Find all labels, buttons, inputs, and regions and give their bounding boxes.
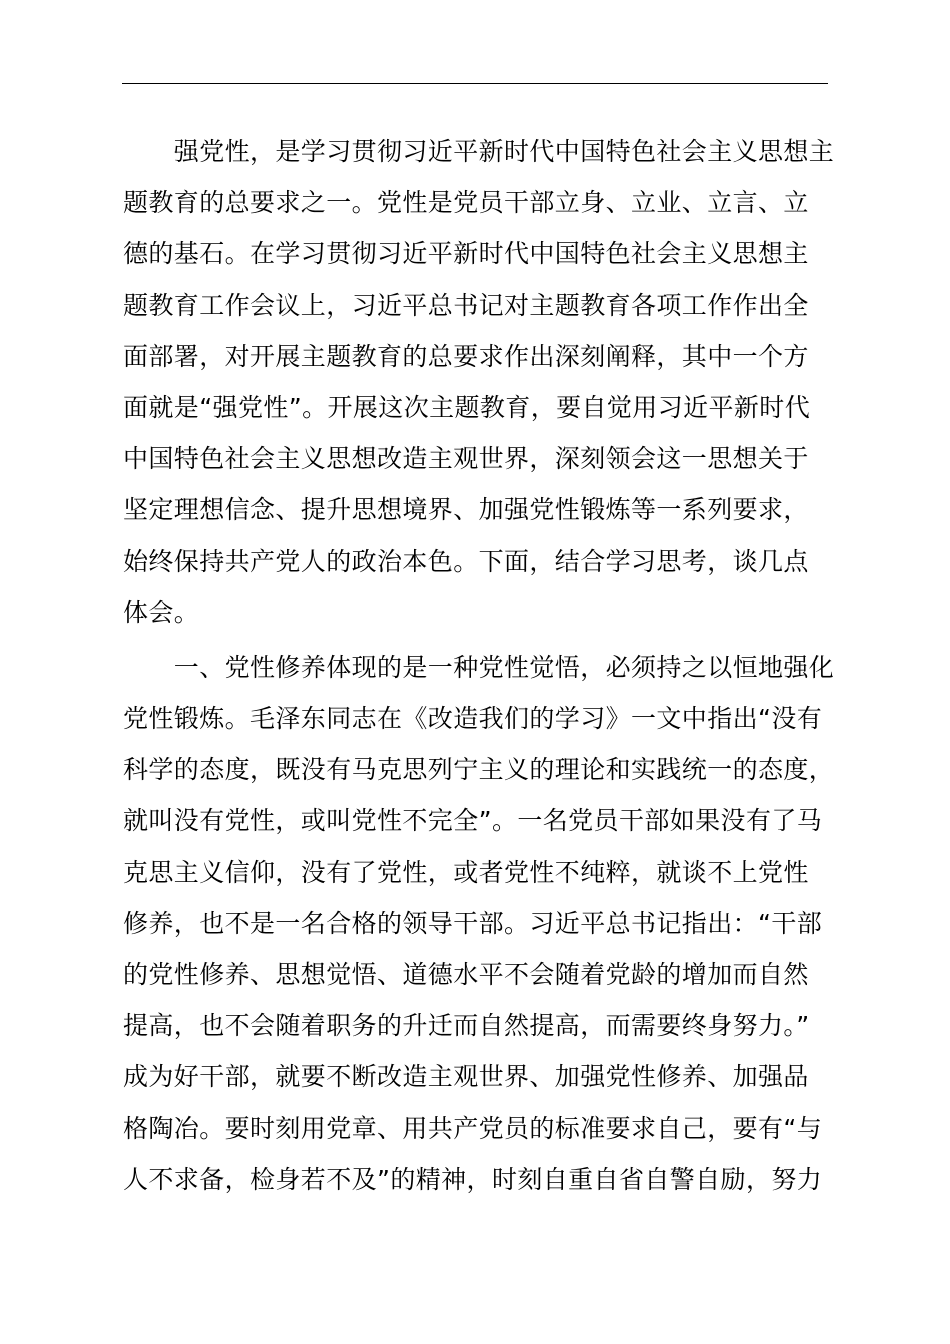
text-line: 始终保持共产党人的政治本色。下面，结合学习思考，谈几点 (123, 546, 809, 576)
text-line: 科学的态度，既没有马克思列宁主义的理论和实践统一的态度， (123, 755, 835, 785)
paragraph-2 (123, 642, 835, 1205)
text-line: 德的基石。在学习贯彻习近平新时代中国特色社会主义思想主 (123, 239, 809, 269)
text-line: 成为好干部，就要不断改造主观世界、加强党性修养、加强品 (123, 1062, 809, 1092)
text-line: 就叫没有党性，或叫党性不完全”。一名党员干部如果没有了马 (123, 806, 823, 836)
text-line: 人不求备，检身若不及”的精神，时刻自重自省自警自励，努力 (123, 1164, 823, 1194)
text-line: 克思主义信仰，没有了党性，或者党性不纯粹，就谈不上党性 (123, 857, 809, 887)
text-line: 一、党性修养体现的是一种党性觉悟，必须持之以恒地强化 (123, 652, 835, 682)
text-line: 题教育的总要求之一。党性是党员干部立身、立业、立言、立 (123, 188, 809, 218)
text-line: 面就是“强党性”。开展这次主题教育，要自觉用习近平新时代 (123, 392, 811, 422)
text-line: 党性锻炼。毛泽东同志在《改造我们的学习》一文中指出“没有 (123, 704, 823, 734)
text-line: 中国特色社会主义思想改造主观世界，深刻领会这一思想关于 (123, 444, 809, 474)
body-text (123, 126, 835, 1205)
header-rule (122, 83, 828, 84)
text-line: 强党性，是学习贯彻习近平新时代中国特色社会主义思想主 (123, 137, 835, 166)
text-line: 坚定理想信念、提升思想境界、加强党性锻炼等一系列要求， (123, 495, 809, 525)
text-line: 面部署，对开展主题教育的总要求作出深刻阐释，其中一个方 (123, 341, 809, 371)
text-line: 提高，也不会随着职务的升迁而自然提高，而需要终身努力。” (123, 1011, 810, 1041)
text-line: 题教育工作会议上，习近平总书记对主题教育各项工作作出全 (123, 290, 809, 320)
text-line: 修养，也不是一名合格的领导干部。习近平总书记指出：“干部 (123, 908, 823, 938)
text-line: 体会。 (123, 597, 200, 627)
text-line: 的党性修养、思想觉悟、道德水平不会随着党龄的增加而自然 (123, 960, 809, 989)
paragraph-1 (123, 126, 835, 638)
text-line: 格陶冶。要时刻用党章、用共产党员的标准要求自己，要有“与 (123, 1113, 823, 1143)
